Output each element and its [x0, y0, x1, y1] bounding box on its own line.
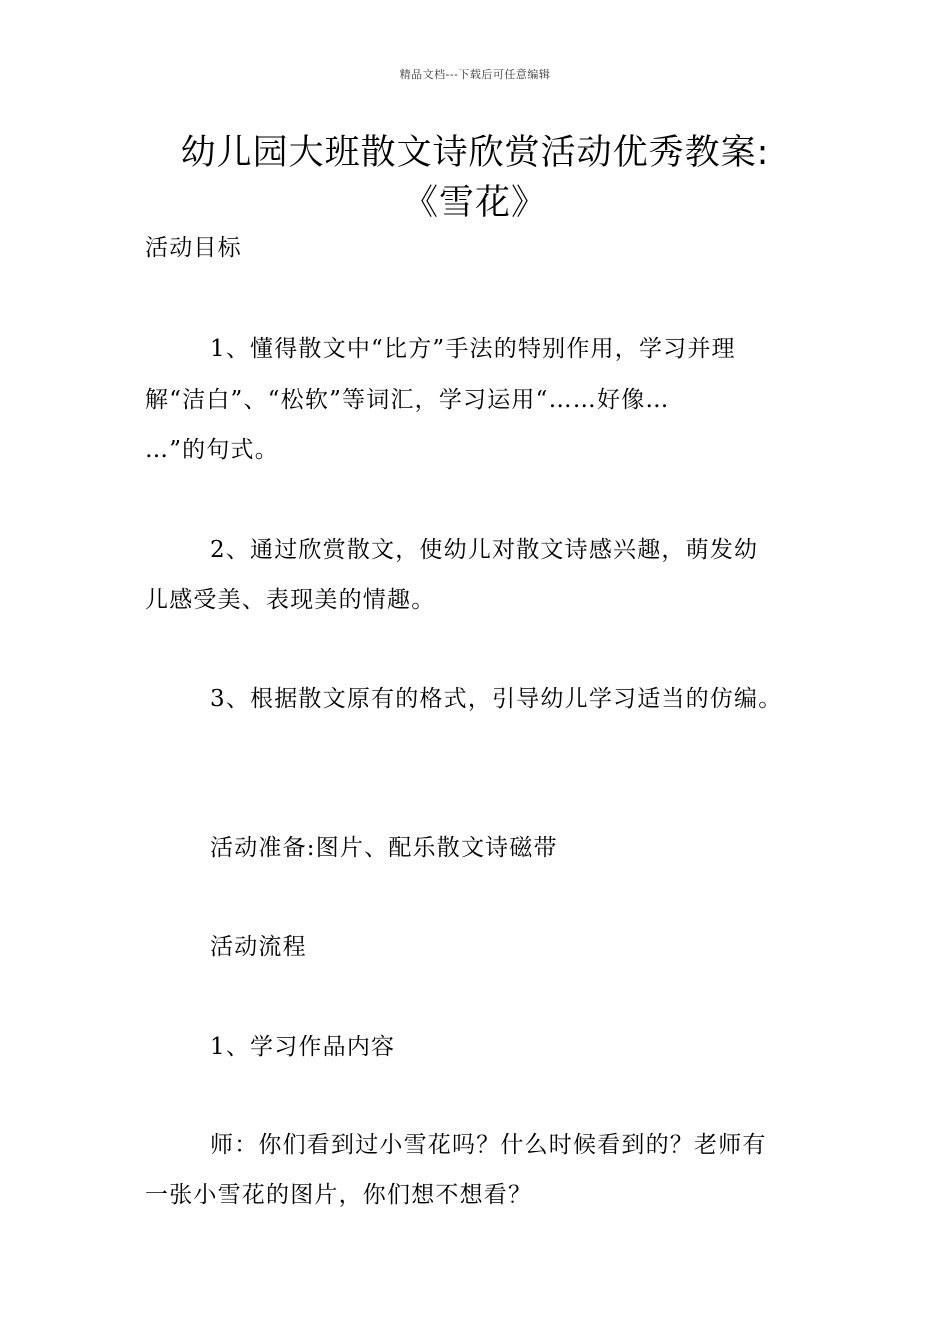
title-line-2: 《雪花》 — [402, 183, 547, 223]
goal-2-line-1: 2、通过欣赏散文，使幼儿对散文诗感兴趣，萌发幼 — [210, 537, 759, 563]
teacher-line-2: 一张小雪花的图片，你们想不想看？ — [145, 1182, 533, 1208]
teacher-line-1: 师：你们看到过小雪花吗？什么时候看到的？老师有 — [210, 1132, 767, 1158]
goal-2-line-2: 儿感受美、表现美的情趣。 — [145, 587, 436, 613]
goal-1-line-1: 1、懂得散文中“比方”手法的特别作用，学习并理 — [210, 336, 736, 362]
title-line-1: 幼儿园大班散文诗欣赏活动优秀教案: — [180, 133, 770, 173]
header-note: 精品文档---下载后可任意编辑 — [399, 68, 551, 81]
goal-3-line: 3、根据散文原有的格式，引导幼儿学习适当的仿编。 — [210, 686, 783, 712]
goal-1-line-2: 解“洁白”、“松软”等词汇，学习运用“……好像… — [145, 387, 670, 413]
document-title — [120, 128, 830, 228]
goal-1-line-3: …”的句式。 — [145, 437, 279, 463]
section-heading-process: 活动流程 — [210, 934, 307, 960]
preparation-line: 活动准备:图片、配乐散文诗磁带 — [210, 835, 558, 861]
section-heading-goals: 活动目标 — [145, 235, 242, 261]
step-1-line: 1、学习作品内容 — [210, 1034, 396, 1060]
